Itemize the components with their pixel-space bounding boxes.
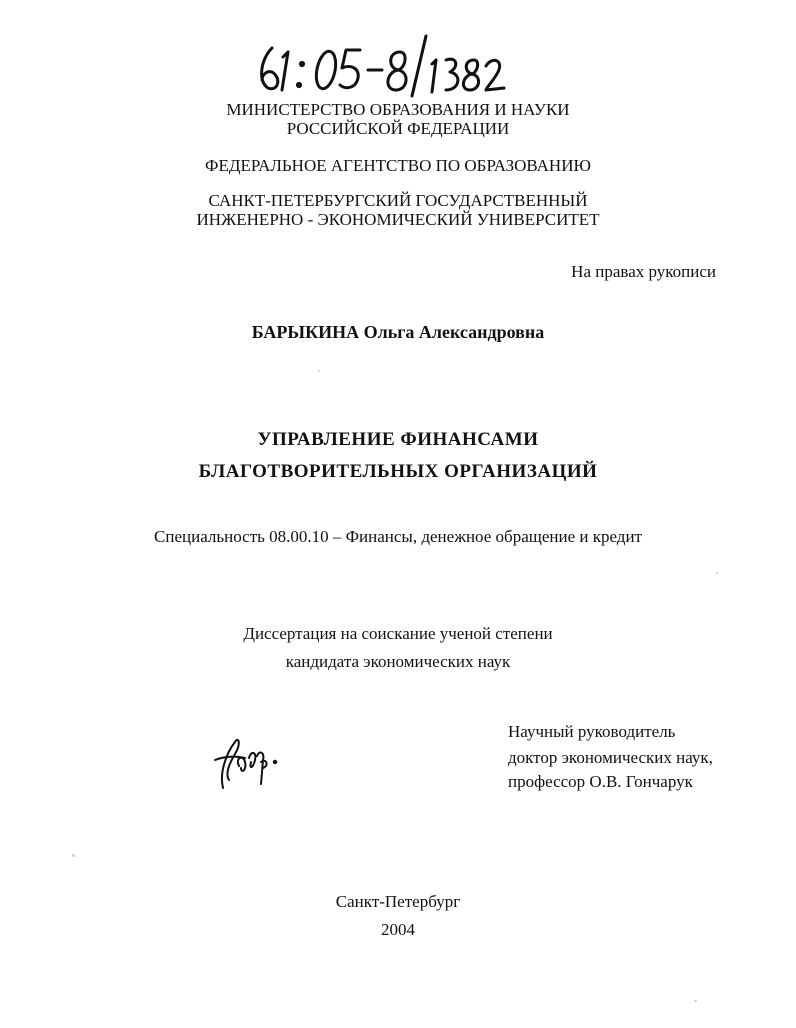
- advisor-line-3: профессор О.В. Гончарук: [508, 772, 693, 791]
- city-line: Санкт-Петербург: [335, 892, 461, 911]
- scan-speck: [694, 1000, 697, 1002]
- scan-speck: [318, 370, 320, 372]
- manuscript-note: На правах рукописи: [571, 262, 716, 281]
- author-name: БАРЫКИНА Ольга Александровна: [251, 322, 545, 342]
- year-line: 2004: [381, 920, 415, 939]
- dissertation-line-2: кандидата экономических наук: [285, 652, 511, 671]
- university-line-1: САНКТ-ПЕТЕРБУРГСКИЙ ГОСУДАРСТВЕННЫЙ: [208, 191, 588, 210]
- signature-handwritten: [205, 722, 285, 802]
- dissertation-line-1: Диссертация на соискание ученой степени: [243, 624, 553, 643]
- title-line-2: БЛАГОТВОРИТЕЛЬНЫХ ОРГАНИЗАЦИЙ: [198, 461, 598, 482]
- ministry-line-2: РОССИЙСКОЙ ФЕДЕРАЦИИ: [286, 119, 510, 138]
- scan-speck: [716, 572, 718, 574]
- advisor-line-2: доктор экономических наук,: [508, 748, 713, 767]
- handwritten-catalog-number: [250, 30, 510, 100]
- agency-line: ФЕДЕРАЛЬНОЕ АГЕНТСТВО ПО ОБРАЗОВАНИЮ: [205, 156, 591, 175]
- title-line-1: УПРАВЛЕНИЕ ФИНАНСАМИ: [257, 429, 539, 450]
- scan-speck: [72, 854, 75, 857]
- university-line-2: ИНЖЕНЕРНО - ЭКОНОМИЧЕСКИЙ УНИВЕРСИТЕТ: [196, 210, 600, 229]
- advisor-line-1: Научный руководитель: [508, 722, 676, 741]
- ministry-line-1: МИНИСТЕРСТВО ОБРАЗОВАНИЯ И НАУКИ: [226, 100, 570, 119]
- specialty-line: Специальность 08.00.10 – Финансы, денежное обращение и кредит: [154, 527, 642, 546]
